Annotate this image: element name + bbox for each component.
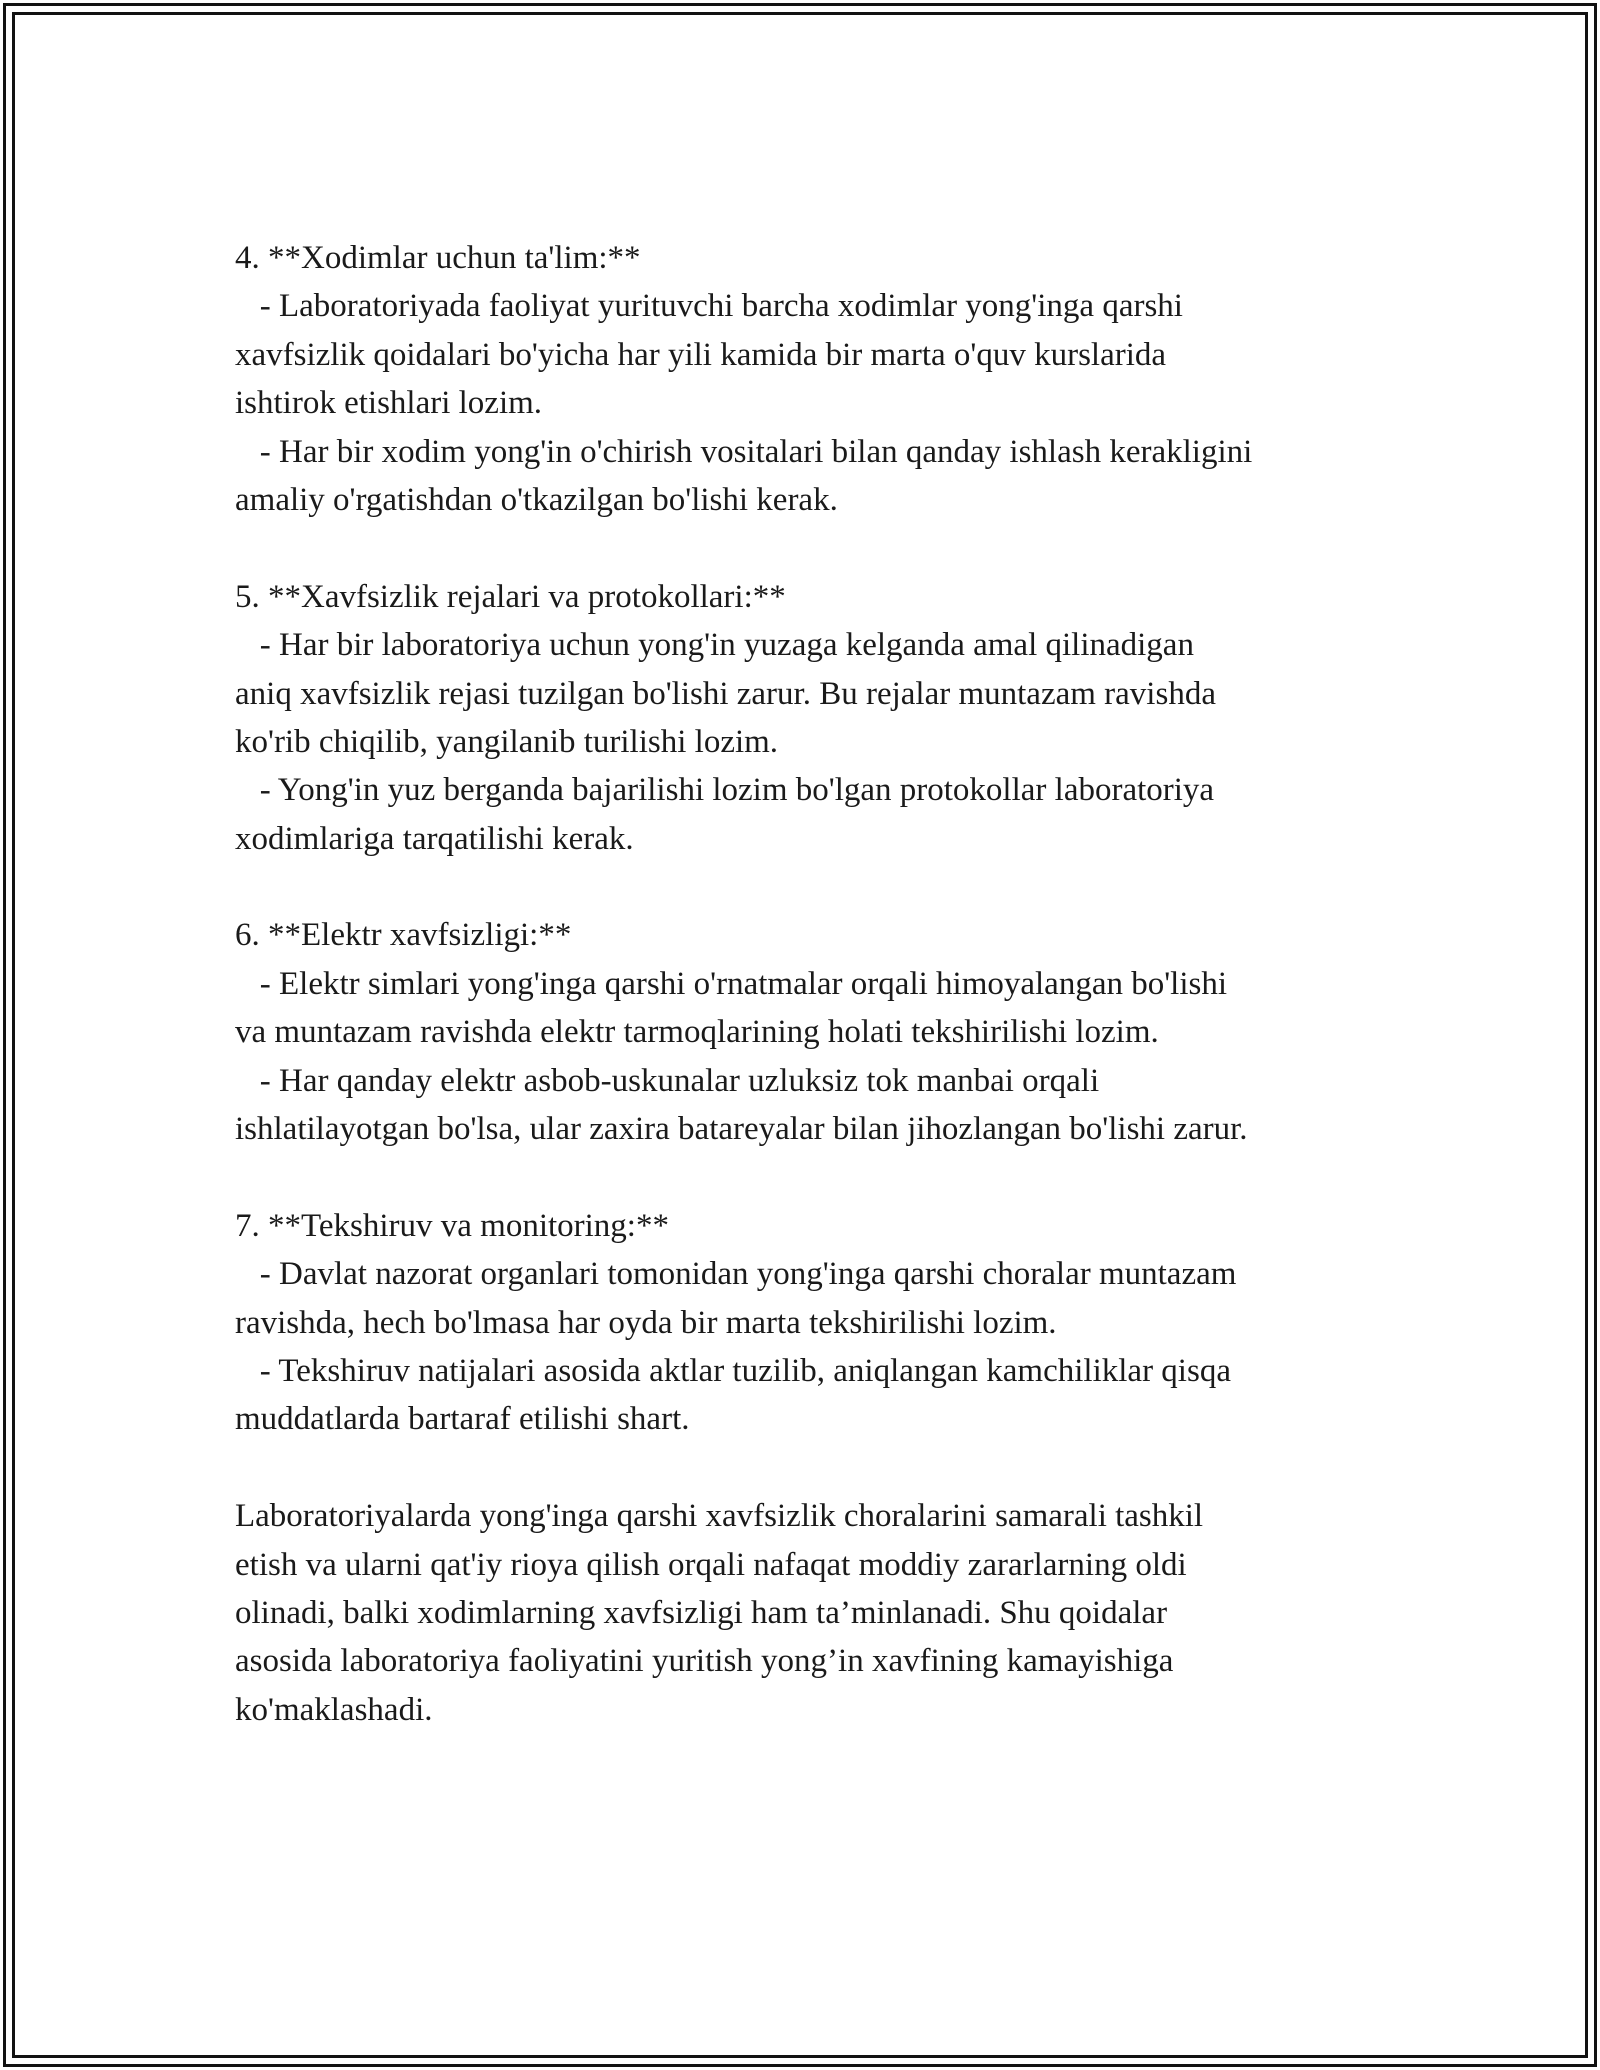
- section-heading: 7. **Tekshiruv va monitoring:**: [235, 1207, 669, 1244]
- section-heading: 5. **Xavfsizlik rejalari va protokollari:**: [235, 578, 786, 615]
- text-line: - Yong'in yuz berganda bajarilishi lozim bo'lgan protokollar laboratoriya: [235, 772, 1215, 809]
- text-line: etish va ularni qat'iy rioya qilish orqali nafaqat moddiy zararlarning oldi: [235, 1546, 1187, 1583]
- conclusion-paragraph: [235, 1492, 1395, 1734]
- text-line: olinadi, balki xodimlarning xavfsizligi ham ta’minlanadi. Shu qoidalar: [235, 1594, 1168, 1631]
- text-line: va muntazam ravishda elektr tarmoqlarining holati tekshirilishi lozim.: [235, 1014, 1159, 1051]
- text-line: xavfsizlik qoidalari bo'yicha har yili kamida bir marta o'quv kurslarida: [235, 336, 1167, 373]
- text-line: - Har bir laboratoriya uchun yong'in yuzaga kelganda amal qilinadigan: [235, 627, 1194, 664]
- text-line: - Har bir xodim yong'in o'chirish vositalari bilan qanday ishlash kerakligini: [235, 433, 1253, 470]
- text-line: asosida laboratoriya faoliyatini yuritish yong’in xavfining kamayishiga: [235, 1643, 1174, 1680]
- text-line: - Laboratoriyada faoliyat yurituvchi barcha xodimlar yong'inga qarshi: [235, 288, 1183, 325]
- blank-line: [235, 1444, 1395, 1492]
- text-line: ishlatilayotgan bo'lsa, ular zaxira batareyalar bilan jihozlangan bo'lishi zarur.: [235, 1111, 1248, 1148]
- section-6-elektr-xavfsizligi: [235, 911, 1395, 1153]
- section-5-xavfsizlik-rejalari: [235, 573, 1395, 863]
- blank-line: [235, 1153, 1395, 1201]
- text-line: muddatlarda bartaraf etilishi shart.: [235, 1401, 690, 1438]
- document-body: [235, 234, 1395, 1734]
- text-line: - Har qanday elektr asbob-uskunalar uzluksiz tok manbai orqali: [235, 1062, 1100, 1099]
- text-line: - Davlat nazorat organlari tomonidan yong'inga qarshi choralar muntazam: [235, 1256, 1237, 1293]
- text-line: ishtirok etishlari lozim.: [235, 385, 543, 422]
- text-line: ko'maklashadi.: [235, 1691, 433, 1728]
- text-line: Laboratoriyalarda yong'inga qarshi xavfsizlik choralarini samarali tashkil: [235, 1498, 1204, 1535]
- blank-line: [235, 863, 1395, 911]
- section-heading: 6. **Elektr xavfsizligi:**: [235, 917, 572, 954]
- text-line: ravishda, hech bo'lmasa har oyda bir marta tekshirilishi lozim.: [235, 1304, 1057, 1341]
- section-4-xodimlar-talim: [235, 234, 1395, 524]
- text-line: amaliy o'rgatishdan o'tkazilgan bo'lishi kerak.: [235, 481, 838, 518]
- blank-line: [235, 524, 1395, 572]
- text-line: - Tekshiruv natijalari asosida aktlar tuzilib, aniqlangan kamchiliklar qisqa: [235, 1352, 1231, 1389]
- text-line: - Elektr simlari yong'inga qarshi o'rnatmalar orqali himoyalangan bo'lishi: [235, 965, 1228, 1002]
- text-line: xodimlariga tarqatilishi kerak.: [235, 820, 634, 857]
- section-heading: 4. **Xodimlar uchun ta'lim:**: [235, 240, 641, 276]
- section-7-tekshiruv-monitoring: [235, 1202, 1395, 1444]
- text-line: ko'rib chiqilib, yangilanib turilishi lozim.: [235, 723, 779, 760]
- text-line: aniq xavfsizlik rejasi tuzilgan bo'lishi zarur. Bu rejalar muntazam ravishda: [235, 675, 1216, 712]
